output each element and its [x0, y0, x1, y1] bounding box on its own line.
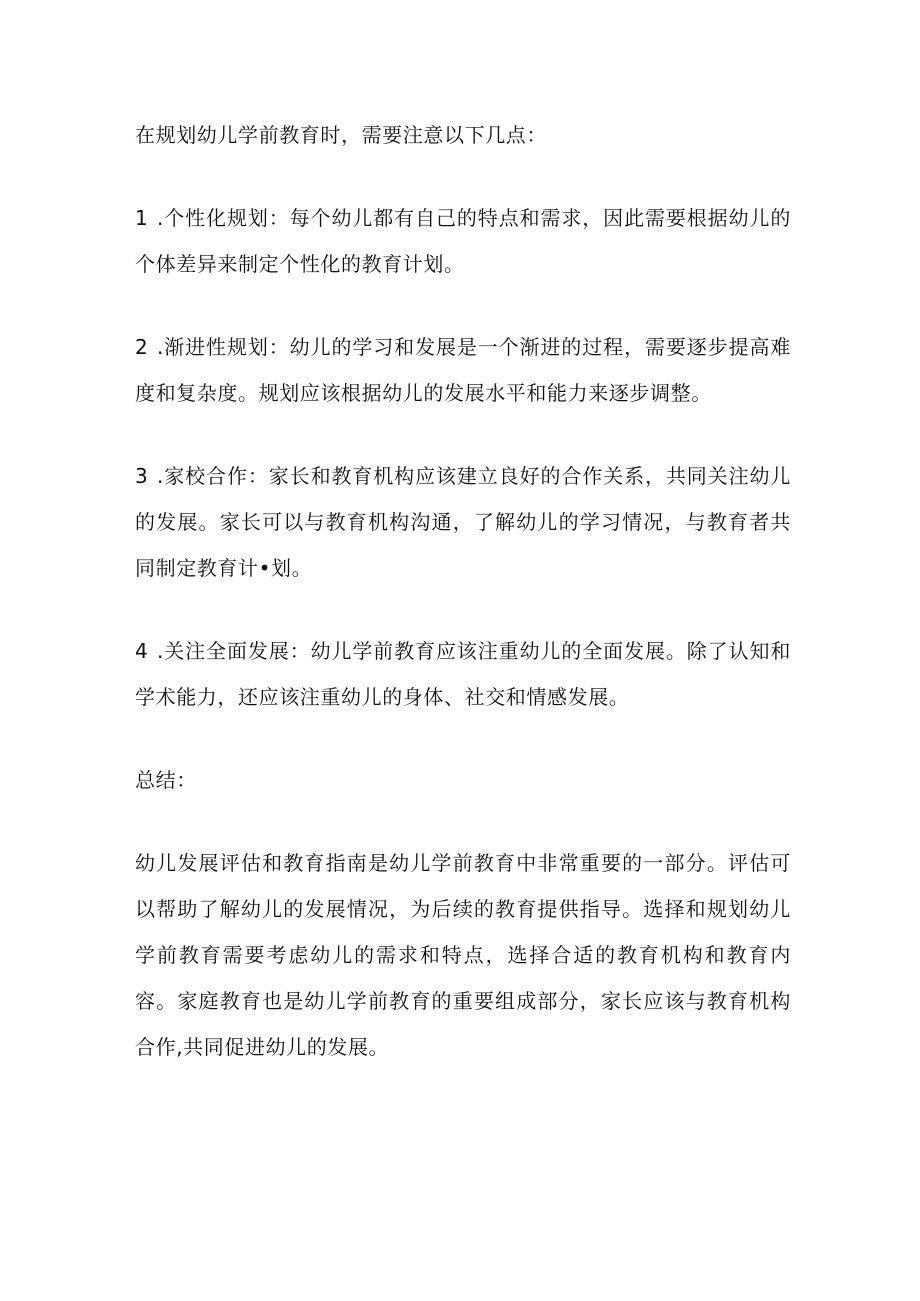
document-body — [135, 112, 791, 1107]
list-item-number: 1 — [135, 206, 149, 230]
list-item-number: 3 — [135, 464, 149, 488]
intro-paragraph: 在规划幼儿学前教育时，需要注意以下几点： — [135, 123, 547, 147]
list-item — [135, 324, 791, 416]
list-item — [135, 453, 791, 591]
summary-heading: 总结： — [135, 768, 197, 792]
list-item-text: .渐进性规划：幼儿的学习和发展是一个渐进的过程，需要逐步提高难度和复杂度。规划应该根据幼儿的发展水平和能力来逐步调整。 — [135, 335, 791, 405]
list-item-text: .个性化规划：每个幼儿都有自己的特点和需求，因此需要根据幼儿的个体差异来制定个性化的教育计划。 — [135, 206, 791, 276]
list-item-number: 4 — [135, 639, 149, 663]
summary-paragraph: 幼儿发展评估和教育指南是幼儿学前教育中非常重要的一部分。评估可以帮助了解幼儿的发展情况，为后续的教育提供指导。选择和规划幼儿学前教育需要考虑幼儿的需求和特点，选择合适的教育机构和教育内容。家庭教育也是幼儿学前教育的重要组成部分，家长应该与教育机构合作,共同促进幼儿的发展。 — [135, 851, 791, 1059]
list-item-text: .关注全面发展：幼儿学前教育应该注重幼儿的全面发展。除了认知和学术能力，还应该注重幼儿的身体、社交和情感发展。 — [135, 639, 791, 709]
list-item-number: 2 — [135, 335, 149, 359]
list-item — [135, 628, 791, 720]
list-item — [135, 195, 791, 287]
list-item-text: .家校合作：家长和教育机构应该建立良好的合作关系，共同关注幼儿的发展。家长可以与教育机构沟通，了解幼儿的学习情况，与教育者共同制定教育计•划。 — [135, 464, 791, 580]
